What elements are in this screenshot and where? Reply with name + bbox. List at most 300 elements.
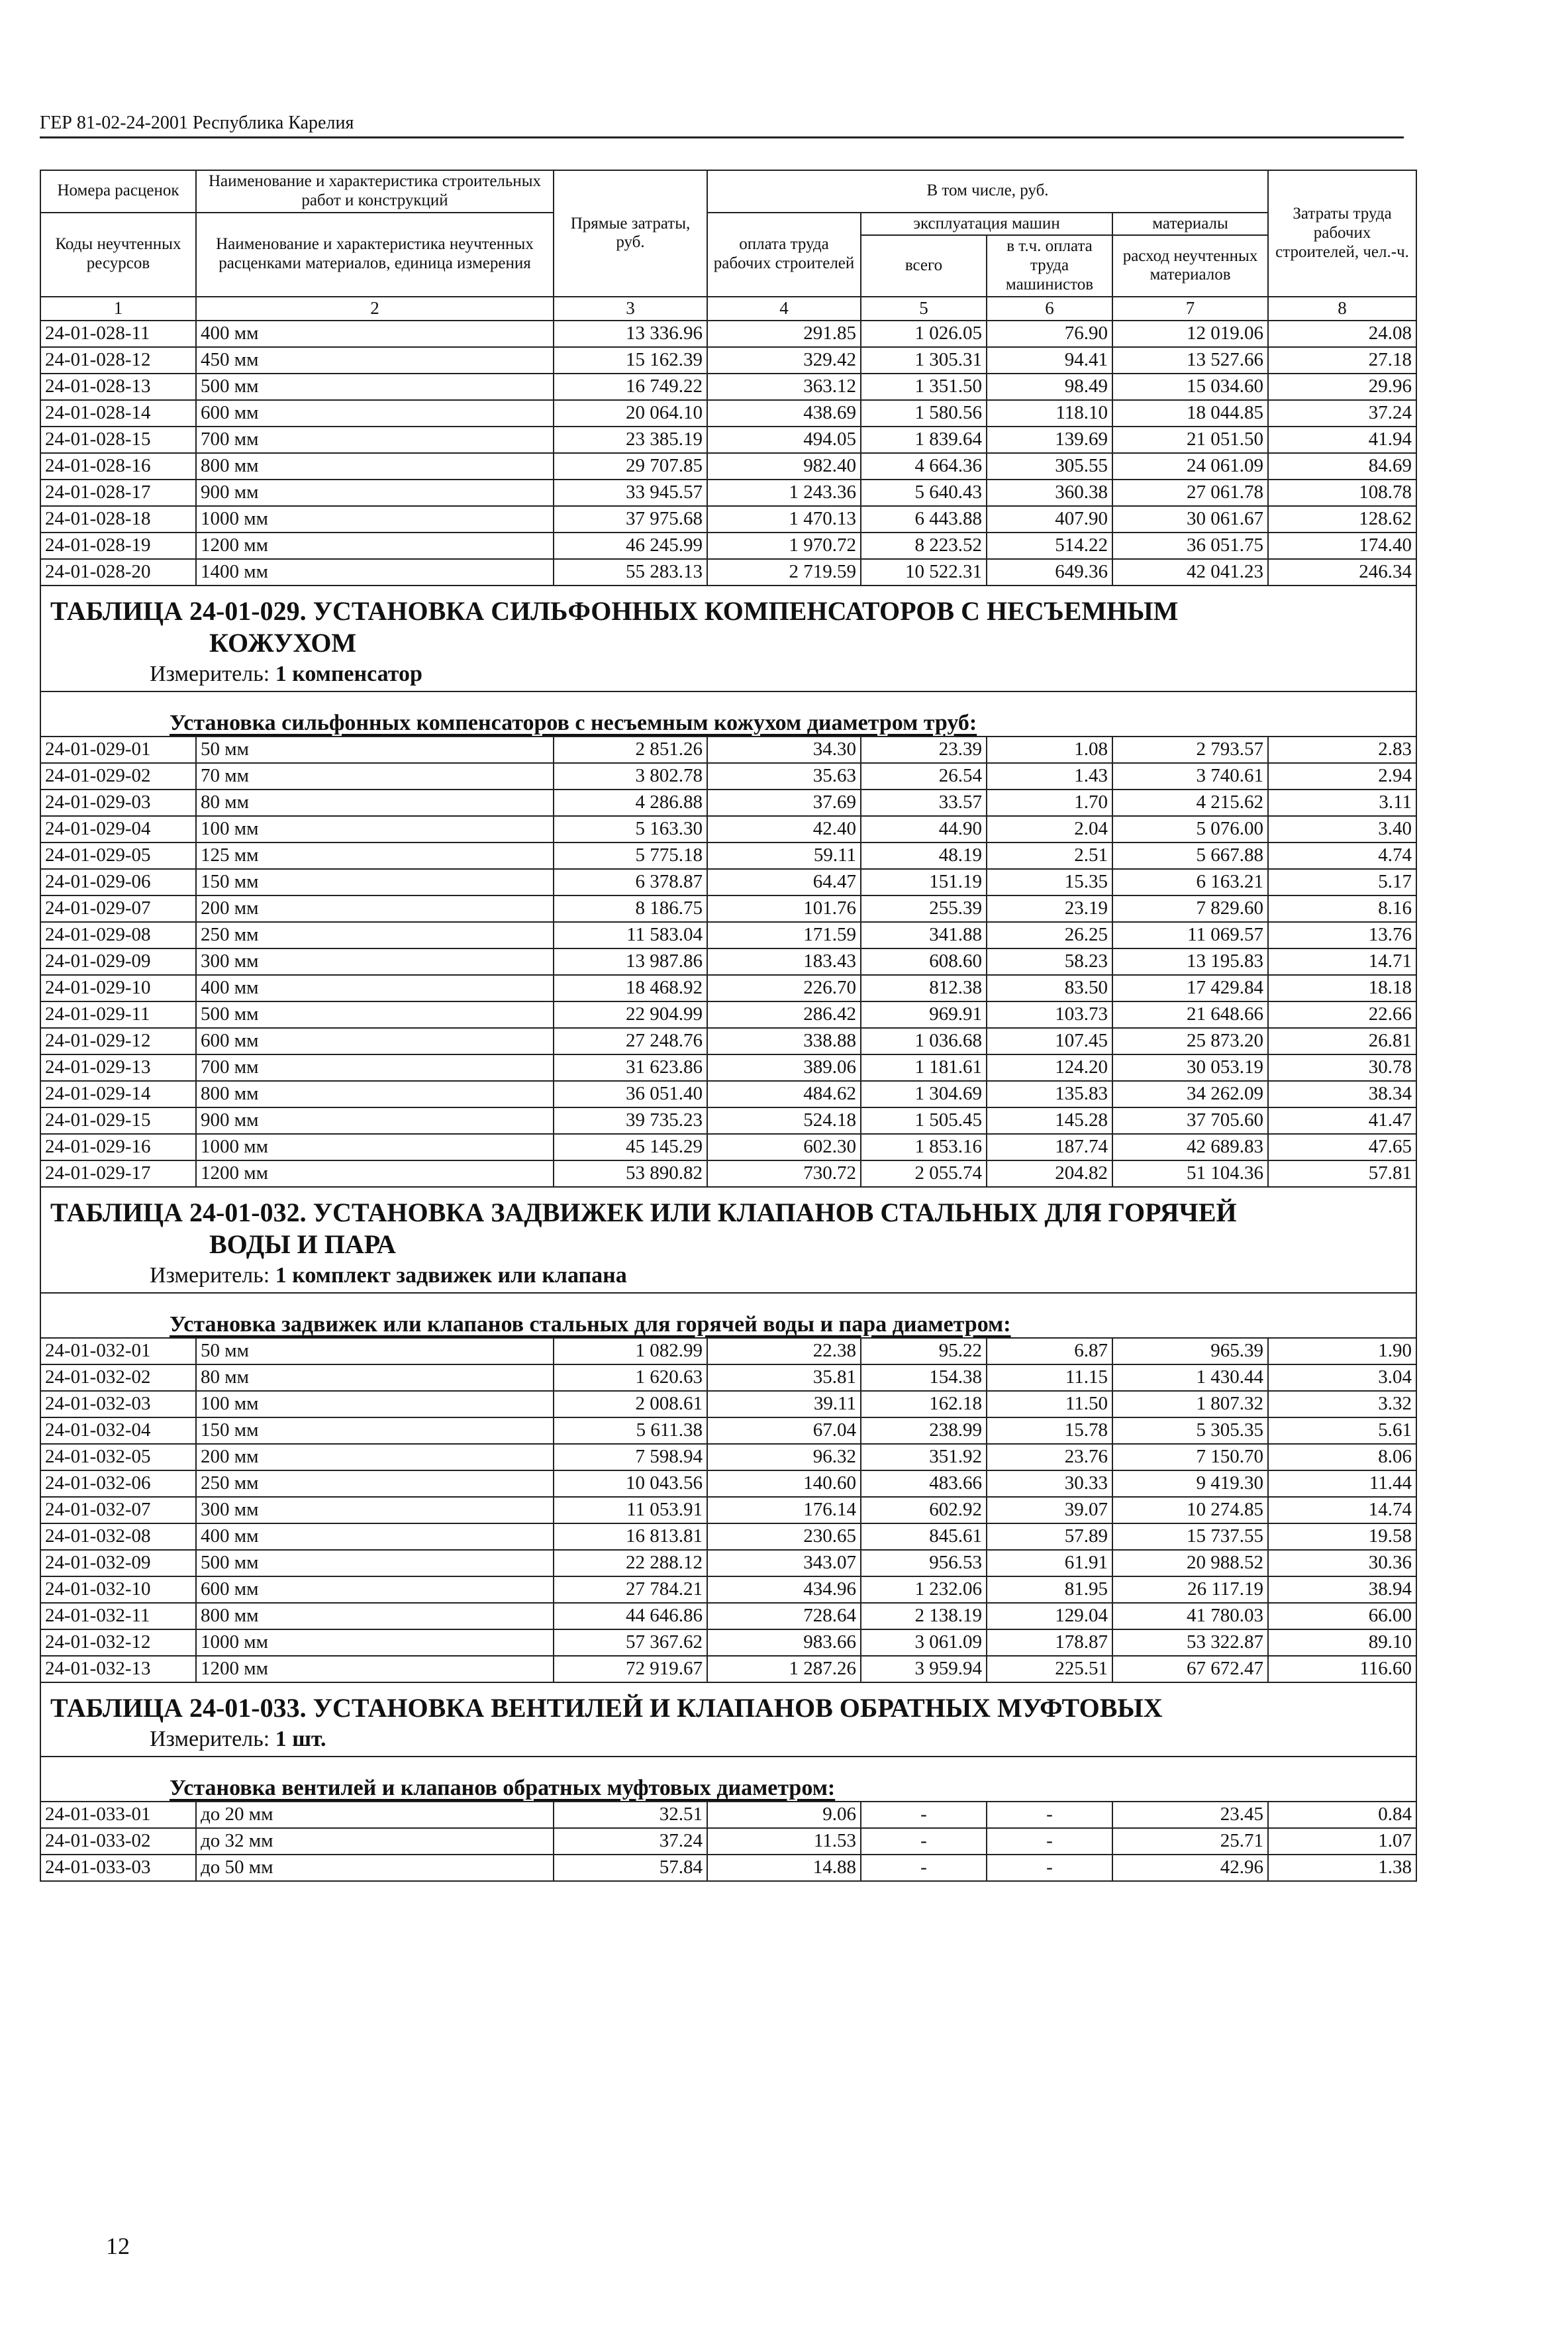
cell-value: 1 470.13 xyxy=(707,506,861,533)
page-number: 12 xyxy=(106,2233,130,2259)
diameter: 80 мм xyxy=(196,790,554,816)
cell-value: 30.33 xyxy=(987,1470,1112,1497)
cell-value: 5 775.18 xyxy=(554,843,707,869)
table-row xyxy=(40,1107,1416,1134)
table-row xyxy=(40,1338,1416,1364)
cell-value: 76.90 xyxy=(987,321,1112,347)
cell-value: - xyxy=(861,1828,987,1855)
cell-value: 11.53 xyxy=(707,1828,861,1855)
cell-value: 174.40 xyxy=(1268,533,1416,559)
measure-line xyxy=(50,663,1406,686)
diameter: 1000 мм xyxy=(196,1134,554,1160)
rate-code: 24-01-033-03 xyxy=(40,1855,196,1881)
table-row xyxy=(40,427,1416,453)
cell-value: 59.11 xyxy=(707,843,861,869)
cell-value: 2.04 xyxy=(987,816,1112,843)
measure-label: Измеритель: xyxy=(150,1726,270,1751)
header-rate-numbers: Номера расценок xyxy=(40,170,196,213)
spacer-row xyxy=(40,1293,1416,1311)
cell-value: 1 970.72 xyxy=(707,533,861,559)
cell-value: 3 061.09 xyxy=(861,1629,987,1656)
cell-value: 103.73 xyxy=(987,1001,1112,1028)
cell-value: 3.40 xyxy=(1268,816,1416,843)
cell-value: 35.63 xyxy=(707,763,861,790)
cell-value: 37.69 xyxy=(707,790,861,816)
diameter: 500 мм xyxy=(196,1001,554,1028)
cell-value: 5 611.38 xyxy=(554,1417,707,1444)
cell-value: 18.18 xyxy=(1268,975,1416,1001)
table-row xyxy=(40,347,1416,374)
table-row xyxy=(40,1629,1416,1656)
cell-value: 5 163.30 xyxy=(554,816,707,843)
cell-value: - xyxy=(861,1855,987,1881)
header-unaccounted-materials: расход неучтенных материалов xyxy=(1112,235,1268,296)
section-subtitle: Установка вентилей и клапанов обратных муфтовых диаметром: xyxy=(170,1775,836,1800)
cell-value: 483.66 xyxy=(861,1470,987,1497)
cell-value: 23.39 xyxy=(861,737,987,763)
rate-code: 24-01-028-16 xyxy=(40,453,196,480)
cell-value: 33.57 xyxy=(861,790,987,816)
cell-value: 57.89 xyxy=(987,1523,1112,1550)
cell-value: 55 283.13 xyxy=(554,559,707,586)
cell-value: 22 288.12 xyxy=(554,1550,707,1576)
cell-value: 11.50 xyxy=(987,1391,1112,1417)
cell-value: 965.39 xyxy=(1112,1338,1268,1364)
table-row xyxy=(40,1160,1416,1187)
rate-code: 24-01-032-06 xyxy=(40,1470,196,1497)
table-row xyxy=(40,1134,1416,1160)
cell-value: 22.38 xyxy=(707,1338,861,1364)
cell-value: 1.08 xyxy=(987,737,1112,763)
rate-code: 24-01-032-10 xyxy=(40,1576,196,1603)
diameter: 600 мм xyxy=(196,1576,554,1603)
rate-code: 24-01-032-02 xyxy=(40,1364,196,1391)
cell-value: 728.64 xyxy=(707,1603,861,1629)
diameter: 1400 мм xyxy=(196,559,554,586)
diameter: 300 мм xyxy=(196,1497,554,1523)
cell-value: 39.07 xyxy=(987,1497,1112,1523)
cell-value: 407.90 xyxy=(987,506,1112,533)
cell-value: 178.87 xyxy=(987,1629,1112,1656)
table-title-row xyxy=(40,1682,1416,1724)
cell-value: 20 064.10 xyxy=(554,400,707,427)
cell-value: 1 232.06 xyxy=(861,1576,987,1603)
cell-value: 42.40 xyxy=(707,816,861,843)
table-row xyxy=(40,1855,1416,1881)
cell-value: 1 026.05 xyxy=(861,321,987,347)
cell-value: 171.59 xyxy=(707,922,861,948)
cell-value: 15.78 xyxy=(987,1417,1112,1444)
cell-value: 66.00 xyxy=(1268,1603,1416,1629)
table-title-row xyxy=(40,586,1416,659)
cell-value: 14.71 xyxy=(1268,948,1416,975)
diameter: 250 мм xyxy=(196,1470,554,1497)
rates-table xyxy=(40,170,1417,1882)
diameter: 700 мм xyxy=(196,427,554,453)
column-number: 1 xyxy=(40,297,196,321)
cell-value: 101.76 xyxy=(707,895,861,922)
diameter: 80 мм xyxy=(196,1364,554,1391)
cell-value: 15.35 xyxy=(987,869,1112,895)
table-row xyxy=(40,1417,1416,1444)
cell-value: 27 784.21 xyxy=(554,1576,707,1603)
cell-value: 41.94 xyxy=(1268,427,1416,453)
cell-value: 389.06 xyxy=(707,1054,861,1081)
rate-code: 24-01-032-13 xyxy=(40,1656,196,1682)
cell-value: 13.76 xyxy=(1268,922,1416,948)
cell-value: 29 707.85 xyxy=(554,453,707,480)
cell-value: 230.65 xyxy=(707,1523,861,1550)
cell-value: 23.76 xyxy=(987,1444,1112,1470)
rate-code: 24-01-029-09 xyxy=(40,948,196,975)
cell-value: 47.65 xyxy=(1268,1134,1416,1160)
diameter: 1200 мм xyxy=(196,1656,554,1682)
cell-value: 4 664.36 xyxy=(861,453,987,480)
cell-value: 238.99 xyxy=(861,1417,987,1444)
column-number: 7 xyxy=(1112,297,1268,321)
cell-value: 57 367.62 xyxy=(554,1629,707,1656)
table-row xyxy=(40,1054,1416,1081)
table-row xyxy=(40,453,1416,480)
cell-value: 57.84 xyxy=(554,1855,707,1881)
table-row xyxy=(40,1028,1416,1054)
rate-code: 24-01-028-20 xyxy=(40,559,196,586)
cell-value: 6 378.87 xyxy=(554,869,707,895)
subtitle-cell xyxy=(40,709,1416,737)
cell-value: 25.71 xyxy=(1112,1828,1268,1855)
section-title-continued: ВОДЫ И ПАРА xyxy=(209,1229,396,1259)
cell-value: 21 648.66 xyxy=(1112,1001,1268,1028)
cell-value: 96.32 xyxy=(707,1444,861,1470)
measure-value: 1 компенсатор xyxy=(275,661,422,686)
cell-value: 11 583.04 xyxy=(554,922,707,948)
cell-value: 183.43 xyxy=(707,948,861,975)
rate-code: 24-01-032-04 xyxy=(40,1417,196,1444)
cell-value: 11.15 xyxy=(987,1364,1112,1391)
cell-value: 18 044.85 xyxy=(1112,400,1268,427)
rate-code: 24-01-028-18 xyxy=(40,506,196,533)
cell-value: 2.51 xyxy=(987,843,1112,869)
table-header-row-1 xyxy=(40,170,1416,213)
table-row xyxy=(40,975,1416,1001)
subtitle-row xyxy=(40,1774,1416,1802)
cell-value: 19.58 xyxy=(1268,1523,1416,1550)
diameter: 300 мм xyxy=(196,948,554,975)
diameter: 600 мм xyxy=(196,400,554,427)
cell-value: 1 839.64 xyxy=(861,427,987,453)
header-worker-pay: оплата труда рабочих строителей xyxy=(707,213,861,297)
diameter: 500 мм xyxy=(196,374,554,400)
spacer-cell xyxy=(40,691,1416,709)
table-row xyxy=(40,1001,1416,1028)
cell-value: 38.94 xyxy=(1268,1576,1416,1603)
rate-code: 24-01-032-11 xyxy=(40,1603,196,1629)
cell-value: 484.62 xyxy=(707,1081,861,1107)
section-title: ТАБЛИЦА 24-01-033. УСТАНОВКА ВЕНТИЛЕЙ И КЛАПАНОВ ОБРАТНЫХ МУФТОВЫХ xyxy=(50,1692,1163,1723)
cell-value: 14.88 xyxy=(707,1855,861,1881)
cell-value: 15 162.39 xyxy=(554,347,707,374)
cell-value: 5 667.88 xyxy=(1112,843,1268,869)
cell-value: 602.30 xyxy=(707,1134,861,1160)
rate-code: 24-01-028-11 xyxy=(40,321,196,347)
table-row xyxy=(40,559,1416,586)
cell-value: - xyxy=(987,1802,1112,1828)
cell-value: 13 195.83 xyxy=(1112,948,1268,975)
cell-value: 95.22 xyxy=(861,1338,987,1364)
cell-value: 1 807.32 xyxy=(1112,1391,1268,1417)
cell-value: 32.51 xyxy=(554,1802,707,1828)
cell-value: 83.50 xyxy=(987,975,1112,1001)
cell-value: 7 829.60 xyxy=(1112,895,1268,922)
rate-code: 24-01-029-13 xyxy=(40,1054,196,1081)
diameter: 50 мм xyxy=(196,1338,554,1364)
rate-code: 24-01-032-01 xyxy=(40,1338,196,1364)
table-row xyxy=(40,506,1416,533)
diameter: 1000 мм xyxy=(196,1629,554,1656)
cell-value: 5 076.00 xyxy=(1112,816,1268,843)
measure-line xyxy=(50,1728,1406,1751)
table-row xyxy=(40,763,1416,790)
rate-code: 24-01-032-12 xyxy=(40,1629,196,1656)
cell-value: 124.20 xyxy=(987,1054,1112,1081)
cell-value: 1 430.44 xyxy=(1112,1364,1268,1391)
section-title-continued: КОЖУХОМ xyxy=(209,627,357,658)
spacer-cell xyxy=(40,1293,1416,1311)
table-row xyxy=(40,1828,1416,1855)
cell-value: 514.22 xyxy=(987,533,1112,559)
cell-value: 23 385.19 xyxy=(554,427,707,453)
table-row xyxy=(40,737,1416,763)
cell-value: 41 780.03 xyxy=(1112,1603,1268,1629)
cell-value: 5.61 xyxy=(1268,1417,1416,1444)
cell-value: 151.19 xyxy=(861,869,987,895)
column-number: 4 xyxy=(707,297,861,321)
cell-value: 72 919.67 xyxy=(554,1656,707,1682)
rate-code: 24-01-029-01 xyxy=(40,737,196,763)
cell-value: 6.87 xyxy=(987,1338,1112,1364)
cell-value: 524.18 xyxy=(707,1107,861,1134)
cell-value: 129.04 xyxy=(987,1603,1112,1629)
rate-code: 24-01-029-02 xyxy=(40,763,196,790)
cell-value: 18 468.92 xyxy=(554,975,707,1001)
diameter: 250 мм xyxy=(196,922,554,948)
diameter: 200 мм xyxy=(196,1444,554,1470)
cell-value: 30.78 xyxy=(1268,1054,1416,1081)
cell-value: 343.07 xyxy=(707,1550,861,1576)
cell-value: 1 082.99 xyxy=(554,1338,707,1364)
cell-value: 12 019.06 xyxy=(1112,321,1268,347)
cell-value: 15 737.55 xyxy=(1112,1523,1268,1550)
cell-value: 27.18 xyxy=(1268,347,1416,374)
table-row xyxy=(40,843,1416,869)
cell-value: 98.49 xyxy=(987,374,1112,400)
diameter: 600 мм xyxy=(196,1028,554,1054)
table-row xyxy=(40,1802,1416,1828)
cell-value: 983.66 xyxy=(707,1629,861,1656)
subtitle-cell xyxy=(40,1311,1416,1338)
rate-code: 24-01-028-15 xyxy=(40,427,196,453)
header-labor-costs: Затраты труда рабочих строителей, чел.-ч. xyxy=(1268,170,1416,297)
header-work-name: Наименование и характеристика строительных работ и конструкций xyxy=(196,170,554,213)
table-title-cell xyxy=(40,1682,1416,1724)
cell-value: 360.38 xyxy=(987,480,1112,506)
cell-value: 39.11 xyxy=(707,1391,861,1417)
rate-code: 24-01-029-14 xyxy=(40,1081,196,1107)
table-row xyxy=(40,895,1416,922)
cell-value: 140.60 xyxy=(707,1470,861,1497)
header-machines: эксплуатация машин xyxy=(861,213,1112,236)
cell-value: 10 522.31 xyxy=(861,559,987,586)
rate-code: 24-01-029-08 xyxy=(40,922,196,948)
rate-code: 24-01-029-03 xyxy=(40,790,196,816)
cell-value: 2.94 xyxy=(1268,763,1416,790)
table-row xyxy=(40,922,1416,948)
cell-value: 291.85 xyxy=(707,321,861,347)
column-number: 3 xyxy=(554,297,707,321)
cell-value: 13 987.86 xyxy=(554,948,707,975)
cell-value: 9.06 xyxy=(707,1802,861,1828)
cell-value: 1 305.31 xyxy=(861,347,987,374)
rate-code: 24-01-029-07 xyxy=(40,895,196,922)
cell-value: 13 336.96 xyxy=(554,321,707,347)
cell-value: 7 150.70 xyxy=(1112,1444,1268,1470)
cell-value: 15 034.60 xyxy=(1112,374,1268,400)
cell-value: 1.43 xyxy=(987,763,1112,790)
table-title-cell xyxy=(40,586,1416,659)
cell-value: 1 580.56 xyxy=(861,400,987,427)
table-row xyxy=(40,1444,1416,1470)
cell-value: 338.88 xyxy=(707,1028,861,1054)
diameter: до 50 мм xyxy=(196,1855,554,1881)
table-row xyxy=(40,533,1416,559)
cell-value: 154.38 xyxy=(861,1364,987,1391)
cell-value: 22 904.99 xyxy=(554,1001,707,1028)
rate-code: 24-01-033-02 xyxy=(40,1828,196,1855)
cell-value: 45 145.29 xyxy=(554,1134,707,1160)
rate-code: 24-01-029-04 xyxy=(40,816,196,843)
cell-value: 1 287.26 xyxy=(707,1656,861,1682)
cell-value: 139.69 xyxy=(987,427,1112,453)
cell-value: 1.70 xyxy=(987,790,1112,816)
table-header-row-2 xyxy=(40,213,1416,236)
cell-value: 494.05 xyxy=(707,427,861,453)
rate-code: 24-01-029-15 xyxy=(40,1107,196,1134)
cell-value: 2 008.61 xyxy=(554,1391,707,1417)
cell-value: 35.81 xyxy=(707,1364,861,1391)
diameter: 700 мм xyxy=(196,1054,554,1081)
cell-value: 44.90 xyxy=(861,816,987,843)
cell-value: 34 262.09 xyxy=(1112,1081,1268,1107)
cell-value: - xyxy=(987,1855,1112,1881)
cell-value: 1.90 xyxy=(1268,1338,1416,1364)
cell-value: 34.30 xyxy=(707,737,861,763)
cell-value: 20 988.52 xyxy=(1112,1550,1268,1576)
cell-value: 81.95 xyxy=(987,1576,1112,1603)
column-number-row xyxy=(40,297,1416,321)
table-row xyxy=(40,1550,1416,1576)
subtitle-row xyxy=(40,709,1416,737)
cell-value: 42.96 xyxy=(1112,1855,1268,1881)
section-subtitle: Установка задвижек или клапанов стальных для горячей воды и пара диаметром: xyxy=(170,1311,1011,1337)
cell-value: 4 286.88 xyxy=(554,790,707,816)
table-title-row xyxy=(40,1187,1416,1260)
cell-value: - xyxy=(987,1828,1112,1855)
cell-value: 3.04 xyxy=(1268,1364,1416,1391)
column-number: 2 xyxy=(196,297,554,321)
cell-value: 225.51 xyxy=(987,1656,1112,1682)
table-row xyxy=(40,869,1416,895)
cell-value: 438.69 xyxy=(707,400,861,427)
header-direct-costs: Прямые затраты, руб. xyxy=(554,170,707,297)
cell-value: 226.70 xyxy=(707,975,861,1001)
cell-value: 3 802.78 xyxy=(554,763,707,790)
rate-code: 24-01-029-06 xyxy=(40,869,196,895)
cell-value: 363.12 xyxy=(707,374,861,400)
cell-value: 36 051.40 xyxy=(554,1081,707,1107)
cell-value: 25 873.20 xyxy=(1112,1028,1268,1054)
measure-cell xyxy=(40,1724,1416,1757)
spacer-row xyxy=(40,1757,1416,1774)
cell-value: 6 163.21 xyxy=(1112,869,1268,895)
cell-value: 94.41 xyxy=(987,347,1112,374)
cell-value: 1 505.45 xyxy=(861,1107,987,1134)
cell-value: 33 945.57 xyxy=(554,480,707,506)
cell-value: 2 793.57 xyxy=(1112,737,1268,763)
measure-row xyxy=(40,1260,1416,1293)
cell-value: 23.45 xyxy=(1112,1802,1268,1828)
measure-line xyxy=(50,1264,1406,1287)
cell-value: 1 243.36 xyxy=(707,480,861,506)
rate-code: 24-01-028-17 xyxy=(40,480,196,506)
cell-value: 812.38 xyxy=(861,975,987,1001)
cell-value: 24.08 xyxy=(1268,321,1416,347)
cell-value: 246.34 xyxy=(1268,559,1416,586)
cell-value: 30 061.67 xyxy=(1112,506,1268,533)
cell-value: 26.25 xyxy=(987,922,1112,948)
rate-code: 24-01-028-13 xyxy=(40,374,196,400)
table-row xyxy=(40,321,1416,347)
cell-value: 30 053.19 xyxy=(1112,1054,1268,1081)
cell-value: 608.60 xyxy=(861,948,987,975)
table-row xyxy=(40,374,1416,400)
cell-value: 4 215.62 xyxy=(1112,790,1268,816)
table-row xyxy=(40,1576,1416,1603)
diameter: 400 мм xyxy=(196,1523,554,1550)
cell-value: 37.24 xyxy=(554,1828,707,1855)
cell-value: 116.60 xyxy=(1268,1656,1416,1682)
cell-value: 2.83 xyxy=(1268,737,1416,763)
diameter: 200 мм xyxy=(196,895,554,922)
table-row xyxy=(40,480,1416,506)
cell-value: 1.07 xyxy=(1268,1828,1416,1855)
section-subtitle: Установка сильфонных компенсаторов с несъемным кожухом диаметром труб: xyxy=(170,710,977,735)
rate-code: 24-01-029-16 xyxy=(40,1134,196,1160)
measure-cell xyxy=(40,1260,1416,1293)
cell-value: 31 623.86 xyxy=(554,1054,707,1081)
diameter: 800 мм xyxy=(196,453,554,480)
cell-value: 969.91 xyxy=(861,1001,987,1028)
diameter: 125 мм xyxy=(196,843,554,869)
rate-code: 24-01-028-12 xyxy=(40,347,196,374)
cell-value: 162.18 xyxy=(861,1391,987,1417)
cell-value: 2 138.19 xyxy=(861,1603,987,1629)
table-row xyxy=(40,400,1416,427)
measure-row xyxy=(40,659,1416,691)
header-resource-codes: Коды неучтенных ресурсов xyxy=(40,213,196,297)
rate-code: 24-01-029-11 xyxy=(40,1001,196,1028)
cell-value: 21 051.50 xyxy=(1112,427,1268,453)
cell-value: 329.42 xyxy=(707,347,861,374)
